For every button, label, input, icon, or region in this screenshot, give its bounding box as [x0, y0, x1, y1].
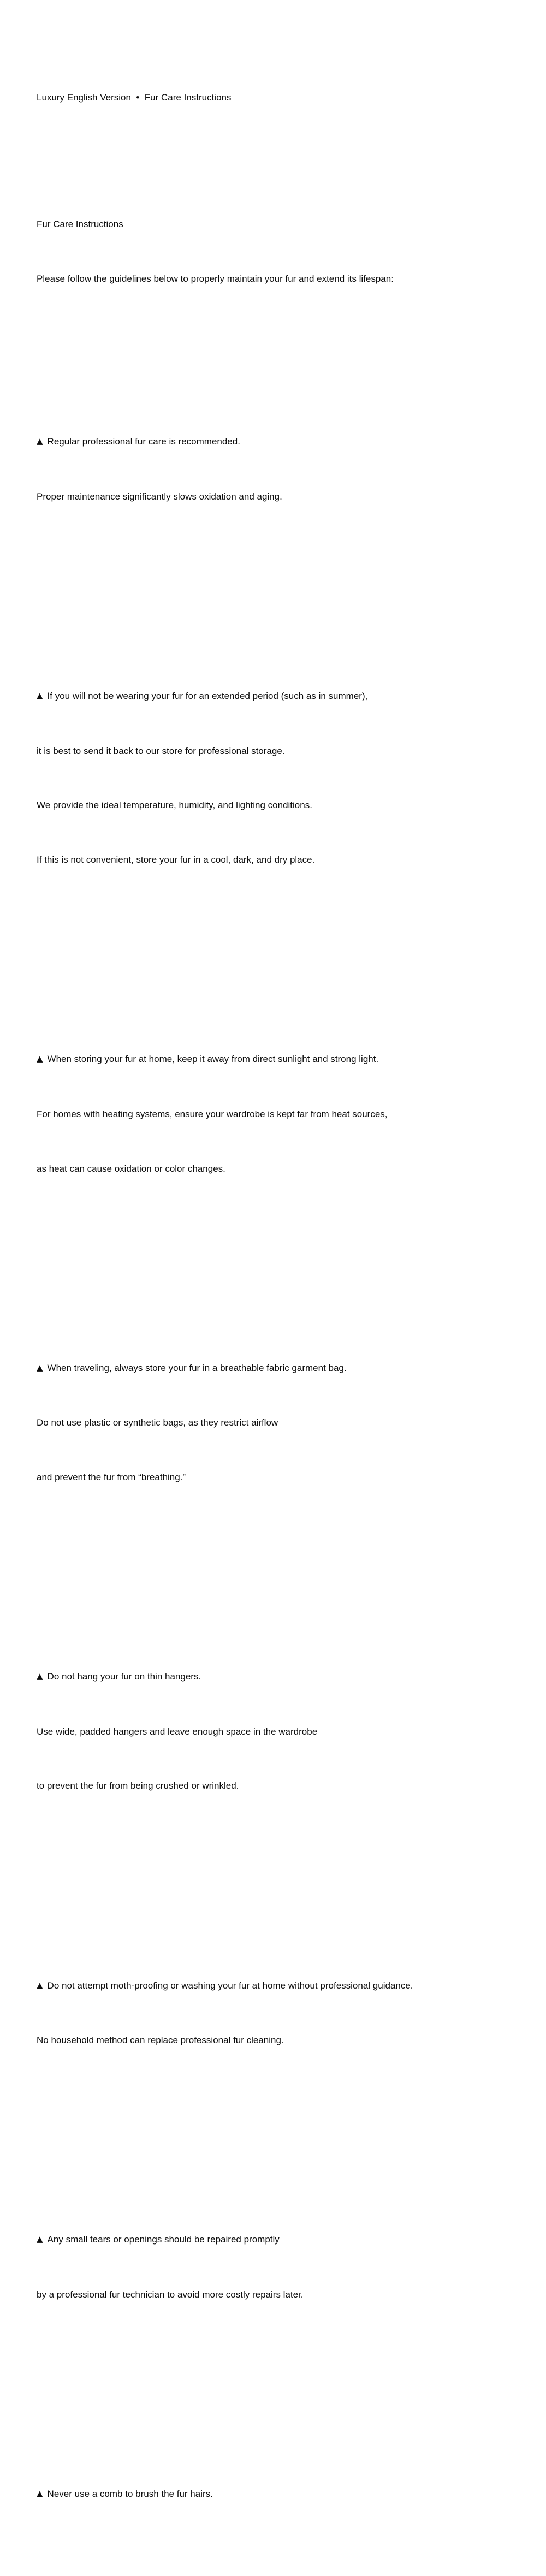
section-line: and prevent the fur from “breathing.”	[37, 1471, 186, 1482]
blank-line	[37, 2122, 524, 2140]
section-lead-line	[37, 1359, 524, 1378]
page-title: Fur Care Instructions	[37, 219, 123, 230]
triangle-bullet-icon: ▲	[37, 1362, 43, 1373]
section-lead-text: Any small tears or openings should be repaired promptly	[47, 2234, 280, 2245]
blank-line	[37, 941, 524, 959]
section-lead-text: Never use a comb to brush the fur hairs.	[47, 2489, 213, 2500]
section-lead-text: When traveling, always store your fur in a breathable fabric garment bag.	[47, 1362, 347, 1373]
section-line: by a professional fur technician to avoid more costly repairs later.	[37, 2289, 304, 2300]
care-section	[37, 651, 524, 905]
triangle-bullet-icon: ▲	[37, 691, 43, 701]
section-line: to prevent the fur from being crushed or wrinkled.	[37, 1780, 239, 1791]
section-line: Use wide, padded hangers and leave enough space in the wardrobe	[37, 1726, 318, 1737]
triangle-bullet-icon: ▲	[37, 2234, 43, 2245]
triangle-bullet-icon: ▲	[37, 1980, 43, 1990]
blank-line	[37, 578, 524, 596]
intro-text: Please follow the guidelines below to properly maintain your fur and extend its lifespan:	[37, 273, 394, 284]
section-lead-line	[37, 1976, 524, 1995]
care-section	[37, 1631, 524, 1831]
blank-line	[37, 1867, 524, 1885]
blank-line	[37, 2376, 524, 2394]
care-section	[37, 2449, 524, 2540]
section-line: as heat can cause oxidation or color changes.	[37, 1163, 225, 1174]
document-header: Luxury English Version • Fur Care Instructions	[37, 92, 232, 103]
section-lead-text: When storing your fur at home, keep it away from direct sunlight and strong light.	[47, 1054, 379, 1065]
section-lead-line	[37, 432, 524, 451]
section-line: Proper maintenance significantly slows oxidation and aging.	[37, 491, 282, 502]
section-lead-line	[37, 2230, 524, 2249]
section-line: If this is not convenient, store your fur in a cool, dark, and dry place.	[37, 854, 315, 865]
blank-line	[37, 324, 524, 342]
section-lead-text: If you will not be wearing your fur for an extended period (such as in summer),	[47, 691, 368, 702]
care-section	[37, 2194, 524, 2340]
section-lead-text: Do not attempt moth-proofing or washing your fur at home without professional guidance.	[47, 1980, 413, 1991]
blank-line	[37, 1250, 524, 1268]
blank-line	[37, 1559, 524, 1577]
section-lead-line	[37, 2485, 524, 2503]
section-lead-line	[37, 687, 524, 705]
section-lead-line	[37, 1050, 524, 1069]
blank-line	[37, 143, 524, 161]
section-line: We provide the ideal temperature, humidity, and lighting conditions.	[37, 800, 312, 811]
section-line: it is best to send it back to our store for professional storage.	[37, 745, 285, 756]
care-section	[37, 1940, 524, 2086]
triangle-bullet-icon: ▲	[37, 2489, 43, 2499]
care-section	[37, 1014, 524, 1214]
section-lead-line	[37, 1667, 524, 1686]
section-lead-text: Regular professional fur care is recommended.	[47, 436, 240, 447]
fur-care-document	[37, 34, 524, 2576]
triangle-bullet-icon: ▲	[37, 1054, 43, 1064]
care-section	[37, 396, 524, 542]
section-line: Do not use plastic or synthetic bags, as they restrict airflow	[37, 1417, 278, 1428]
triangle-bullet-icon: ▲	[37, 436, 43, 447]
triangle-bullet-icon: ▲	[37, 1671, 43, 1682]
section-line: For homes with heating systems, ensure your wardrobe is kept far from heat sources,	[37, 1108, 388, 1119]
section-lead-text: Do not hang your fur on thin hangers.	[47, 1671, 201, 1682]
section-line: No household method can replace professional fur cleaning.	[37, 2035, 284, 2046]
care-section	[37, 1322, 524, 1522]
